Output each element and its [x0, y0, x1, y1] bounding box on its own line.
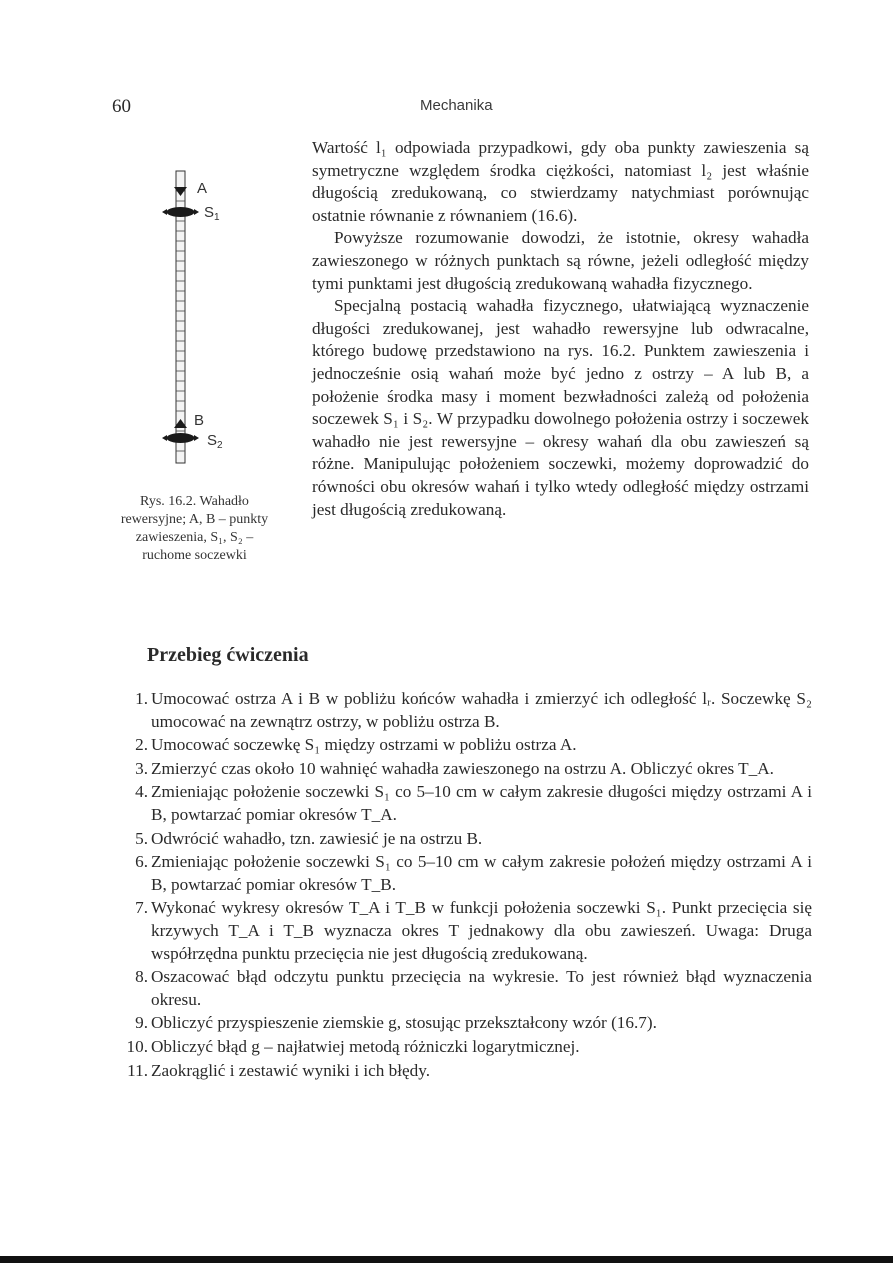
figure-reversible-pendulum: [150, 163, 270, 473]
page-bottom-border: [0, 1256, 893, 1263]
step-number: 11.: [127, 1060, 148, 1080]
figure-label-s1: [204, 204, 220, 221]
list-item: [126, 781, 812, 826]
lens-s1-tip-left: [162, 209, 167, 215]
paragraph: Specjalną postacią wahadła fizycznego, ułatwiającą wyznaczenie długości zredukowanej, jest wahadło rewersyjne lub odwracalne, którego budowę przedstawiono na rys. 16.2. Punktem zawieszenia i jednocześnie osią wahań może być jedno z ostrzy – A lub B, a położenie środka masy i moment bezwładności zależą od położenia soczewek S₁ i S₂. W przypadku dowolnego położenia ostrzy i soczewek wahadło nie jest rewersyjne – okresy wahań dla obu zawieszeń są różne. Manipulując położeniem soczewki, możemy doprowadzić do równości obu okresów wahań i tylko wtedy odległość między ostrzami jest długością zredukowaną.: [312, 296, 809, 519]
figure-caption: Rys. 16.2. Wahadło rewersyjne; A, B – punkty zawieszenia, S₁, S₂ – ruchome soczewki: [120, 494, 269, 563]
list-item: [126, 897, 812, 965]
figure-label-s2-letter: S: [207, 432, 218, 449]
step-number: 9.: [135, 1013, 148, 1033]
section-title: Przebieg ćwiczenia: [147, 644, 309, 666]
list-item: [126, 966, 812, 1011]
list-item: [126, 851, 812, 896]
step-text: Oszacować błąd odczytu punktu przecięcia na wykresie. To jest również błąd wyznaczenia okresu.: [151, 967, 812, 1009]
step-text: Zmieniając położenie soczewki S₁ co 5–10 cm w całym zakresie położeń między ostrzami A i B, powtarzać pomiar okresów T_B.: [151, 852, 812, 894]
list-item: [126, 734, 812, 757]
lens-s2-tip-right: [194, 435, 199, 441]
step-text: Zmieniając położenie soczewki S₁ co 5–10 cm w całym zakresie długości między ostrzami A i B, powtarzać pomiar okresów T_A.: [151, 782, 812, 824]
list-item: [126, 1060, 812, 1083]
step-text: Zaokrąglić i zestawić wyniki i ich błędy.: [151, 1060, 431, 1080]
figure-label-b: B: [194, 412, 205, 429]
figure-label-s1-subscript: 1: [214, 212, 220, 223]
step-number: 3.: [135, 758, 148, 778]
step-text: Umocować soczewkę S₁ między ostrzami w pobliżu ostrza A.: [151, 735, 577, 755]
step-text: Umocować ostrza A i B w pobliżu końców wahadła i zmierzyć ich odległość lᵣ. Soczewkę S₂ umocować na zewnątrz ostrzy, w pobliżu ostrza B.: [151, 689, 812, 731]
step-text: Zmierzyć czas około 10 wahnięć wahadła zawieszonego na ostrzu A. Obliczyć okres T_A.: [151, 758, 774, 778]
step-number: 7.: [135, 898, 148, 918]
step-number: 2.: [135, 735, 148, 755]
figure-label-s2: [207, 432, 223, 449]
step-number: 6.: [135, 852, 148, 872]
running-head: Mechanika: [420, 97, 493, 114]
figure-label-a: A: [197, 180, 208, 197]
list-item: [126, 1012, 812, 1035]
step-text: Obliczyć błąd g – najłatwiej metodą różniczki logarytmicznej.: [151, 1036, 580, 1056]
list-item: [126, 1036, 812, 1059]
page-number: 60: [112, 96, 131, 117]
main-text: [312, 137, 809, 521]
step-number: 10.: [126, 1036, 148, 1056]
step-number: 4.: [135, 782, 148, 802]
lens-s1: [167, 207, 195, 217]
step-text: Odwrócić wahadło, tzn. zawiesić je na ostrzu B.: [151, 828, 483, 848]
step-number: 8.: [135, 967, 148, 987]
paragraph: Wartość l₁ odpowiada przypadkowi, gdy oba punkty zawieszenia są symetryczne względem środka ciężkości, natomiast l₂ jest właśnie długością zredukowaną, co stwierdzamy natychmiast porównując ostatnie równanie z równaniem (16.6).: [312, 138, 809, 225]
figure-label-s2-subscript: 2: [217, 440, 223, 451]
lens-s1-tip-right: [194, 209, 199, 215]
procedure-steps: [126, 688, 812, 1083]
list-item: [126, 758, 812, 781]
paragraph: Powyższe rozumowanie dowodzi, że istotnie, okresy wahadła zawieszonego w różnych punktach są równe, jeżeli odległość między tymi punktami jest długością zredukowaną wahadła fizycznego.: [312, 228, 809, 293]
figure-label-s1-letter: S: [204, 204, 215, 221]
step-number: 5.: [135, 828, 148, 848]
list-item: [126, 688, 812, 733]
step-text: Wykonać wykresy okresów T_A i T_B w funkcji położenia soczewki S₁. Punkt przecięcia się krzywych T_A i T_B wyznacza okres T jednakowy dla obu zawieszeń. Uwaga: Druga współrzędna punktu przecięcia nie jest długością zredukowaną.: [151, 898, 812, 963]
step-number: 1.: [135, 689, 148, 708]
lens-s2-tip-left: [162, 435, 167, 441]
step-text: Obliczyć przyspieszenie ziemskie g, stosując przekształcony wzór (16.7).: [151, 1013, 657, 1033]
list-item: [126, 828, 812, 851]
lens-s2: [167, 433, 195, 443]
